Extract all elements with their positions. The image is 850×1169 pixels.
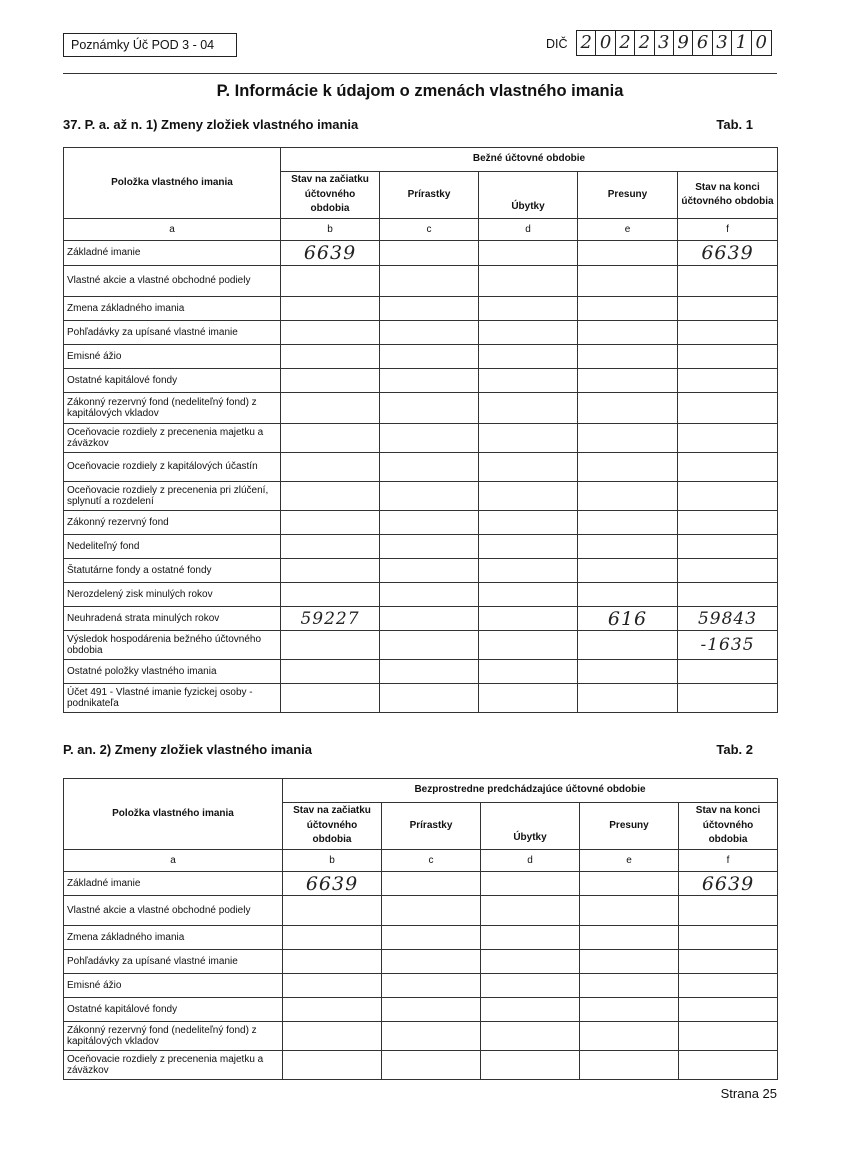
cell-e <box>578 453 678 482</box>
row-label: Zmena základného imania <box>64 926 283 950</box>
table2-tab-label: Tab. 2 <box>716 742 753 757</box>
cell-b <box>281 369 380 393</box>
cell-b <box>281 684 380 713</box>
table1-letter-b: b <box>281 219 380 241</box>
cell-d <box>479 631 578 660</box>
dic-digit: 0 <box>596 31 615 55</box>
cell-c <box>382 998 481 1022</box>
cell-d <box>479 453 578 482</box>
cell-c <box>382 1051 481 1080</box>
table-row <box>64 1022 778 1051</box>
cell-f <box>678 424 778 453</box>
table1-col-c-header: Prírastky <box>380 172 479 219</box>
cell-f: 6639 <box>679 872 778 896</box>
row-label: Výsledok hospodárenia bežného účtovného obdobia <box>64 631 281 660</box>
table1-letter-e: e <box>578 219 678 241</box>
cell-f <box>678 393 778 424</box>
cell-b <box>281 424 380 453</box>
table-row <box>64 998 778 1022</box>
row-label: Základné imanie <box>64 241 281 266</box>
cell-e <box>578 583 678 607</box>
cell-d <box>481 872 580 896</box>
row-label: Pohľadávky za upísané vlastné imanie <box>64 950 283 974</box>
cell-b <box>281 660 380 684</box>
row-label: Zákonný rezervný fond (nedeliteľný fond) z kapitálových vkladov <box>64 393 281 424</box>
dic-label: DIČ <box>546 37 568 51</box>
cell-b <box>281 535 380 559</box>
table1-letter-d: d <box>479 219 578 241</box>
table1-letter-a: a <box>64 219 281 241</box>
form-code-box: Poznámky Úč POD 3 - 04 <box>63 33 237 57</box>
row-label: Zákonný rezervný fond <box>64 511 281 535</box>
row-label: Zmena základného imania <box>64 297 281 321</box>
cell-f <box>678 559 778 583</box>
cell-d <box>481 1022 580 1051</box>
table1-letter-f: f <box>678 219 778 241</box>
cell-c <box>380 482 479 511</box>
cell-f <box>678 266 778 297</box>
cell-e <box>580 896 679 926</box>
table-row <box>64 896 778 926</box>
cell-b: 6639 <box>281 241 380 266</box>
cell-e: 616 <box>578 607 678 631</box>
cell-b <box>281 266 380 297</box>
dic-digit: 1 <box>732 31 751 55</box>
table1-col-e-header: Presuny <box>578 172 678 219</box>
cell-e <box>580 1022 679 1051</box>
table1-item-header: Položka vlastného imania <box>64 148 281 219</box>
cell-c <box>380 607 479 631</box>
table1-col-f-header: Stav na konci účtovného obdobia <box>678 172 778 219</box>
cell-d <box>479 482 578 511</box>
table-row <box>64 393 778 424</box>
table2-letter-a: a <box>64 850 283 872</box>
cell-c <box>380 453 479 482</box>
table2-letter-c: c <box>382 850 481 872</box>
table1-col-b-header: Stav na začiatku účtovného obdobia <box>281 172 380 219</box>
cell-c <box>380 345 479 369</box>
cell-d <box>479 535 578 559</box>
cell-f <box>679 974 778 998</box>
cell-f: 59843 <box>678 607 778 631</box>
table-row <box>64 631 778 660</box>
row-label: Pohľadávky za upísané vlastné imanie <box>64 321 281 345</box>
table2-section-title: P. an. 2) Zmeny zložiek vlastného imania <box>63 742 313 757</box>
cell-c <box>382 926 481 950</box>
cell-e <box>580 950 679 974</box>
table-row <box>64 511 778 535</box>
cell-b <box>283 896 382 926</box>
row-label: Ostatné kapitálové fondy <box>64 369 281 393</box>
cell-b <box>281 297 380 321</box>
cell-f: 6639 <box>678 241 778 266</box>
row-label: Emisné ážio <box>64 345 281 369</box>
table2-item-header: Položka vlastného imania <box>64 779 283 850</box>
page-title: P. Informácie k údajom o zmenách vlastného imania <box>216 82 624 100</box>
row-label: Zákonný rezervný fond (nedeliteľný fond) z kapitálových vkladov <box>64 1022 283 1051</box>
cell-c <box>380 660 479 684</box>
table-row <box>64 950 778 974</box>
cell-c <box>380 241 479 266</box>
cell-b <box>281 321 380 345</box>
cell-b: 59227 <box>281 607 380 631</box>
row-label: Oceňovacie rozdiely z precenenia pri zlúčení, splynutí a rozdelení <box>64 482 281 511</box>
cell-c <box>380 266 479 297</box>
cell-c <box>380 321 479 345</box>
cell-e <box>578 482 678 511</box>
table2-letter-e: e <box>580 850 679 872</box>
row-label: Oceňovacie rozdiely z precenenia majetku a záväzkov <box>64 1051 283 1080</box>
cell-c <box>380 535 479 559</box>
table1-section-title: 37. P. a. až n. 1) Zmeny zložiek vlastného imania <box>63 117 359 132</box>
cell-b <box>283 998 382 1022</box>
dic-digit: 2 <box>577 31 596 55</box>
table-row <box>64 345 778 369</box>
cell-c <box>382 974 481 998</box>
table-row <box>64 321 778 345</box>
table1-tab-label: Tab. 1 <box>716 117 753 132</box>
table-row <box>64 297 778 321</box>
cell-e <box>578 393 678 424</box>
dic-digit: 2 <box>635 31 654 55</box>
cell-f <box>678 345 778 369</box>
dic-field <box>576 30 772 56</box>
table1-letter-c: c <box>380 219 479 241</box>
table-row <box>64 424 778 453</box>
cell-f <box>679 926 778 950</box>
cell-d <box>479 424 578 453</box>
table-row <box>64 266 778 297</box>
cell-c <box>382 950 481 974</box>
table-row <box>64 369 778 393</box>
cell-b <box>281 583 380 607</box>
row-label: Ostatné položky vlastného imania <box>64 660 281 684</box>
dic-digit: 2 <box>616 31 635 55</box>
table1-period-header: Bežné účtovné obdobie <box>281 148 778 172</box>
cell-d <box>481 950 580 974</box>
table-row <box>64 482 778 511</box>
dic-digit: 3 <box>655 31 674 55</box>
row-label: Účet 491 - Vlastné imanie fyzickej osoby - podnikateľa <box>64 684 281 713</box>
table2-col-f-header: Stav na konci účtovného obdobia <box>679 803 778 850</box>
cell-c <box>380 684 479 713</box>
cell-e <box>580 872 679 896</box>
dic-digit: 0 <box>755 32 767 53</box>
table2-col-c-header: Prírastky <box>382 803 481 850</box>
cell-d <box>479 393 578 424</box>
cell-c <box>380 583 479 607</box>
cell-d <box>479 241 578 266</box>
row-label: Vlastné akcie a vlastné obchodné podiely <box>64 266 281 297</box>
table2-col-d-header: Úbytky <box>481 803 580 850</box>
cell-f <box>679 950 778 974</box>
cell-c <box>380 511 479 535</box>
table-row <box>64 453 778 482</box>
table2-letter-f: f <box>679 850 778 872</box>
cell-e <box>580 974 679 998</box>
row-label: Oceňovacie rozdiely z precenenia majetku a záväzkov <box>64 424 281 453</box>
cell-e <box>578 321 678 345</box>
cell-e <box>578 297 678 321</box>
table-row <box>64 926 778 950</box>
cell-e <box>578 559 678 583</box>
table-row <box>64 684 778 713</box>
cell-d <box>479 369 578 393</box>
table-row <box>64 607 778 631</box>
cell-c <box>380 631 479 660</box>
cell-d <box>481 998 580 1022</box>
row-label: Emisné ážio <box>64 974 283 998</box>
cell-d <box>479 511 578 535</box>
cell-e <box>578 241 678 266</box>
cell-e <box>580 998 679 1022</box>
table2 <box>63 778 778 1080</box>
cell-e <box>578 511 678 535</box>
cell-e <box>580 1051 679 1080</box>
cell-e <box>578 369 678 393</box>
row-label: Nedeliteľný fond <box>64 535 281 559</box>
cell-b <box>283 1022 382 1051</box>
cell-f <box>678 297 778 321</box>
cell-d <box>481 926 580 950</box>
table2-letter-b: b <box>283 850 382 872</box>
cell-b <box>281 559 380 583</box>
cell-e <box>578 660 678 684</box>
cell-b <box>281 482 380 511</box>
row-label: Nerozdelený zisk minulých rokov <box>64 583 281 607</box>
row-label: Oceňovacie rozdiely z kapitálových účastín <box>64 453 281 482</box>
row-label: Vlastné akcie a vlastné obchodné podiely <box>64 896 283 926</box>
cell-b <box>283 926 382 950</box>
cell-d <box>479 266 578 297</box>
cell-d <box>479 660 578 684</box>
table1 <box>63 147 778 713</box>
cell-c <box>382 1022 481 1051</box>
table2-letter-d: d <box>481 850 580 872</box>
cell-f <box>679 1051 778 1080</box>
cell-f <box>678 482 778 511</box>
table2-col-e-header: Presuny <box>580 803 679 850</box>
cell-d <box>479 345 578 369</box>
table-row <box>64 535 778 559</box>
cell-d <box>479 583 578 607</box>
dic-digit: 6 <box>693 31 712 55</box>
table1-col-d-header: Úbytky <box>479 172 578 219</box>
cell-c <box>380 297 479 321</box>
cell-b <box>283 974 382 998</box>
cell-d <box>479 559 578 583</box>
cell-d <box>481 896 580 926</box>
dic-digit: 9 <box>674 31 693 55</box>
cell-f: -1635 <box>678 631 778 660</box>
cell-d <box>481 1051 580 1080</box>
dic-digit: 3 <box>713 31 732 55</box>
cell-f <box>678 453 778 482</box>
cell-b <box>281 631 380 660</box>
table-row <box>64 241 778 266</box>
row-label: Štatutárne fondy a ostatné fondy <box>64 559 281 583</box>
cell-f <box>679 1022 778 1051</box>
cell-b <box>283 1051 382 1080</box>
cell-e <box>578 266 678 297</box>
cell-f <box>678 511 778 535</box>
row-label: Neuhradená strata minulých rokov <box>64 607 281 631</box>
cell-b: 6639 <box>283 872 382 896</box>
cell-e <box>578 535 678 559</box>
cell-f <box>679 998 778 1022</box>
cell-e <box>578 424 678 453</box>
cell-c <box>382 872 481 896</box>
cell-f <box>679 896 778 926</box>
row-label: Ostatné kapitálové fondy <box>64 998 283 1022</box>
table-row <box>64 974 778 998</box>
table-row <box>64 872 778 896</box>
cell-d <box>479 684 578 713</box>
cell-f <box>678 321 778 345</box>
cell-c <box>382 896 481 926</box>
table2-col-b-header: Stav na začiatku účtovného obdobia <box>283 803 382 850</box>
cell-c <box>380 393 479 424</box>
table-row <box>64 583 778 607</box>
cell-f <box>678 583 778 607</box>
header-divider <box>63 73 777 74</box>
cell-b <box>281 453 380 482</box>
table-row <box>64 660 778 684</box>
page-number: Strana 25 <box>720 1086 777 1101</box>
cell-b <box>283 950 382 974</box>
cell-e <box>578 684 678 713</box>
cell-c <box>380 424 479 453</box>
cell-b <box>281 393 380 424</box>
cell-d <box>479 607 578 631</box>
table-row <box>64 559 778 583</box>
cell-d <box>481 974 580 998</box>
cell-f <box>678 660 778 684</box>
cell-b <box>281 511 380 535</box>
table-row <box>64 1051 778 1080</box>
cell-b <box>281 345 380 369</box>
cell-d <box>479 297 578 321</box>
cell-f <box>678 369 778 393</box>
cell-e <box>578 345 678 369</box>
cell-c <box>380 559 479 583</box>
cell-f <box>678 684 778 713</box>
cell-d <box>479 321 578 345</box>
cell-c <box>380 369 479 393</box>
table2-period-header: Bezprostredne predchádzajúce účtovné obdobie <box>283 779 778 803</box>
cell-e <box>578 631 678 660</box>
cell-f <box>678 535 778 559</box>
cell-e <box>580 926 679 950</box>
row-label: Základné imanie <box>64 872 283 896</box>
